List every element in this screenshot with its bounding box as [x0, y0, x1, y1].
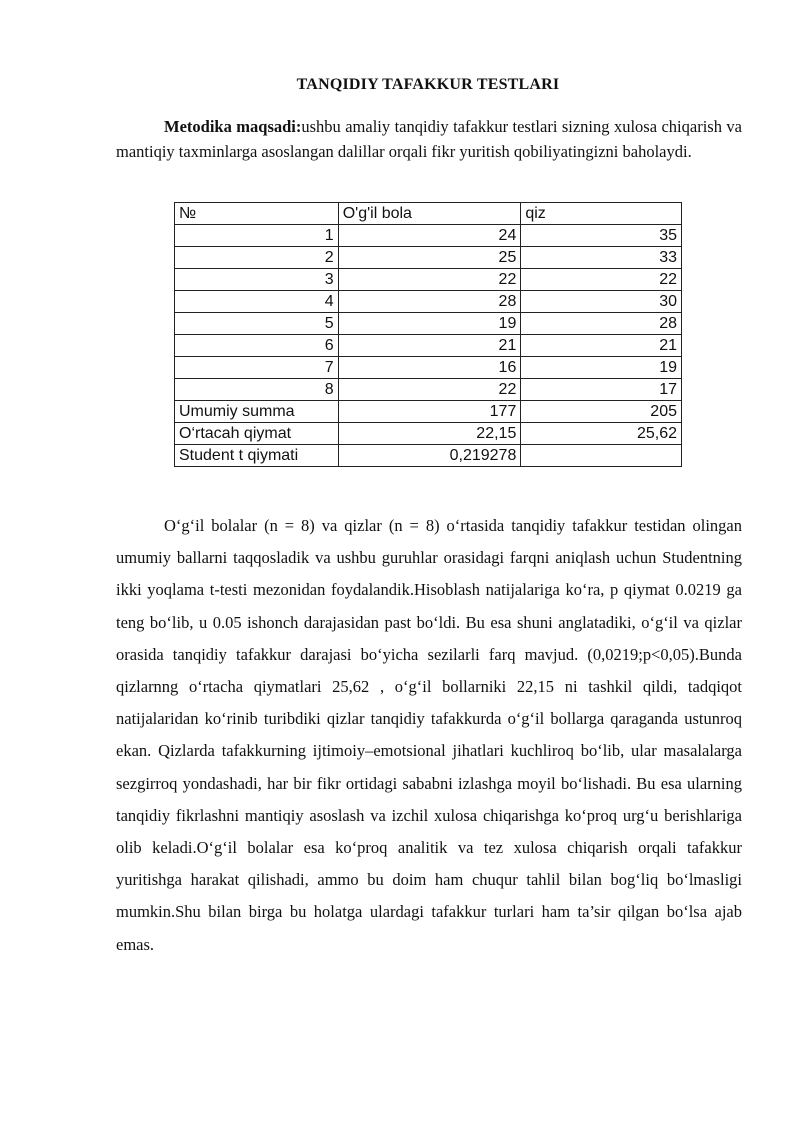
- table-row: [175, 357, 682, 379]
- row-number: 5: [175, 313, 339, 335]
- table-row: [175, 313, 682, 335]
- table-row: [175, 291, 682, 313]
- header-boys: O'g'il bola: [338, 203, 521, 225]
- mean-row: [175, 423, 682, 445]
- boys-value: 177: [338, 401, 521, 423]
- table-row: [175, 379, 682, 401]
- row-number: 7: [175, 357, 339, 379]
- header-girls: qiz: [521, 203, 682, 225]
- girls-score: 28: [521, 313, 682, 335]
- boys-score: 22: [338, 269, 521, 291]
- row-number: 8: [175, 379, 339, 401]
- table-row: [175, 247, 682, 269]
- header-number: №: [175, 203, 339, 225]
- row-number: 3: [175, 269, 339, 291]
- results-table: [174, 202, 682, 467]
- summary-label: Umumiy summa: [175, 401, 339, 423]
- boys-value: 22,15: [338, 423, 521, 445]
- body-paragraph: O‘g‘il bolalar (n = 8) va qizlar (n = 8) o‘rtasida tanqidiy tafakkur testidan olingan umumiy ballarni taqqosladik va ushbu guruhlar orasidagi farqni aniqlash uchun Studentning ikki yoqlama t-testi mezonidan foydalandik.Hisoblash natijalariga ko‘ra, p qiymat 0.0219 ga teng bo‘lib, u 0.05 ishonch darajasidan past bo‘ldi. Bu esa shuni anglatadiki, o‘g‘il va qizlar orasida tanqidiy tafakkur darajasi bo‘yicha sezilarli farq mavjud. (0,0219;p<0,05).Bunda qizlarnng o‘rtacha qiymatlari 25,62 , o‘g‘il bollarniki 22,15 ni tashkil qildi, tadqiqot natijalaridan ko‘rinib turibdiki qizlar tanqidiy tafakkurda o‘g‘il bollarga qaraganda ustunroq ekan. Qizlarda tafakkurning ijtimoiy–emotsional jihatlari kuchliroq bo‘lib, ular masalalarga sezgirroq yondashadi, har bir fikr ortidagi sababni izlashga moyil bo‘lishadi. Bu esa ularning tanqidiy fikrlashni mantiqiy asoslash va izchil xulosa chiqarishga ko‘proq urg‘u berishlariga olib keladi.O‘g‘il bolalar esa ko‘proq analitik va tez xulosa chiqarish orqali tafakkur yuritishga harakat qilishadi, ammo bu doim ham chuqur tahlil bilan bog‘liq bo‘lmasligi mumkin.Shu bilan birga bu holatga ulardagi tafakkur turlari ham ta’sir qilgan bo‘lsa ajab emas.: [116, 516, 742, 954]
- boys-score: 25: [338, 247, 521, 269]
- summary-label: O‘rtacah qiymat: [175, 423, 339, 445]
- girls-value: [521, 445, 682, 467]
- summary-label: Student t qiymati: [175, 445, 339, 467]
- student-t-row: [175, 445, 682, 467]
- girls-score: 19: [521, 357, 682, 379]
- girls-score: 21: [521, 335, 682, 357]
- table-header-row: [175, 203, 682, 225]
- boys-score: 22: [338, 379, 521, 401]
- boys-score: 28: [338, 291, 521, 313]
- row-number: 6: [175, 335, 339, 357]
- row-number: 2: [175, 247, 339, 269]
- boys-score: 16: [338, 357, 521, 379]
- girls-score: 17: [521, 379, 682, 401]
- intro-paragraph: [116, 114, 742, 164]
- boys-value: 0,219278: [338, 445, 521, 467]
- intro-text: ushbu amaliy tanqidiy tafakkur testlari sizning xulosa chiqarish va mantiqiy taxminlarga asoslangan dalillar orqali fikr yuritish qobiliyatingizni baholaydi.: [116, 117, 742, 161]
- girls-score: 30: [521, 291, 682, 313]
- table-row: [175, 225, 682, 247]
- girls-score: 33: [521, 247, 682, 269]
- girls-value: 25,62: [521, 423, 682, 445]
- boys-score: 19: [338, 313, 521, 335]
- boys-score: 24: [338, 225, 521, 247]
- girls-value: 205: [521, 401, 682, 423]
- intro-label: Metodika maqsadi:: [164, 117, 302, 136]
- page-title: TANQIDIY TAFAKKUR TESTLARI: [296, 76, 560, 93]
- total-sum-row: [175, 401, 682, 423]
- girls-score: 35: [521, 225, 682, 247]
- row-number: 1: [175, 225, 339, 247]
- row-number: 4: [175, 291, 339, 313]
- table-row: [175, 269, 682, 291]
- girls-score: 22: [521, 269, 682, 291]
- boys-score: 21: [338, 335, 521, 357]
- table-row: [175, 335, 682, 357]
